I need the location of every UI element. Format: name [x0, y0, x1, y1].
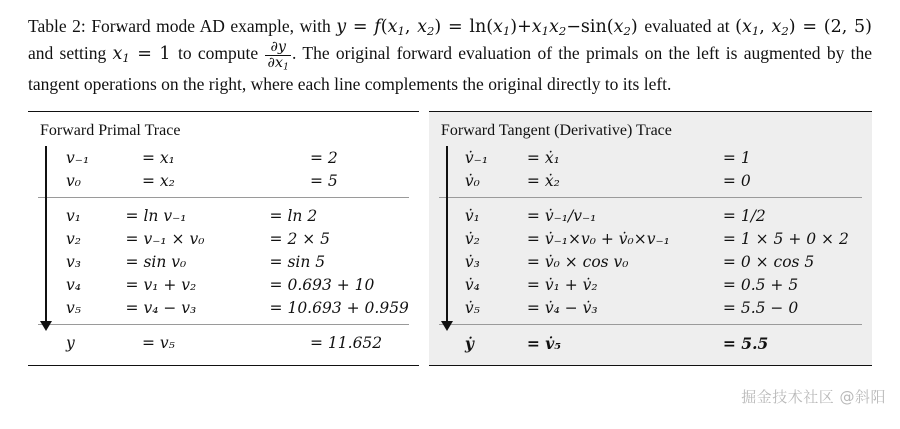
row-expression: = ln v₋₁ [125, 206, 187, 225]
caption-text-4: to compute [178, 43, 259, 63]
caption-formula-2: ($x_1$, $x_2) = (2$, 5) [735, 17, 872, 39]
row-variable: y [66, 333, 75, 352]
table-row [439, 296, 862, 319]
table-row [439, 204, 862, 227]
row-expression: = v₁ + v₂ [125, 275, 197, 294]
row-expression: = v̇₋₁×v₀ + v̇₀×v₋₁ [526, 229, 670, 248]
row-expression: = v̇₁ + v̇₂ [526, 275, 598, 294]
table-row [439, 169, 862, 192]
row-variable: v̇₃ [464, 252, 480, 271]
right-panel-title: Forward Tangent (Derivative) Trace [440, 122, 672, 140]
left-divider-1 [38, 197, 409, 198]
caption-label: Table 2: [28, 16, 86, 36]
row-value: = 0.693 + 10 [269, 275, 375, 294]
table-caption [28, 14, 872, 97]
table-row [439, 250, 862, 273]
row-value: = 5 [310, 171, 338, 190]
right-group-2-table [439, 204, 862, 319]
right-divider-1 [439, 197, 862, 198]
row-value: = 5.5 [722, 333, 769, 353]
row-value: = sin 5 [269, 252, 326, 271]
table-row [38, 169, 409, 192]
row-variable: v₂ [66, 229, 81, 248]
left-group-3-table [38, 331, 409, 354]
row-variable: v̇₀ [464, 171, 480, 190]
left-group-1-table [38, 146, 409, 192]
row-value: = 2 × 5 [269, 229, 331, 248]
right-group-3-table [439, 331, 862, 355]
caption-formula-4: $\frac{\partial y}{\partial x_1}$ [267, 38, 290, 73]
right-group-1-table [439, 146, 862, 192]
row-variable: v₃ [66, 252, 81, 271]
row-expression: = v₋₁ × v₀ [125, 229, 205, 248]
table-row [439, 227, 862, 250]
forward-primal-trace-panel [28, 111, 419, 366]
flow-arrow-right-icon [441, 146, 453, 331]
forward-tangent-trace-panel [429, 111, 872, 366]
row-expression: = v̇₅ [526, 333, 562, 353]
caption-formula-3: ˙ $x_1 = 1$ [113, 44, 179, 64]
row-expression: = v̇₀ × cos v₀ [526, 252, 629, 271]
trace-tables [28, 111, 872, 366]
row-variable: v̇₅ [464, 298, 480, 317]
row-expression: = v̇₋₁/v₋₁ [526, 206, 597, 225]
table-row [38, 273, 409, 296]
row-variable: v₄ [66, 275, 81, 294]
left-divider-2 [38, 324, 409, 325]
row-value: = 11.652 [310, 333, 383, 352]
row-expression: = v̇₄ − v̇₃ [526, 298, 598, 317]
table-row [439, 273, 862, 296]
row-expression: = x₁ [142, 148, 175, 167]
row-expression: = ẋ₁ [526, 148, 560, 167]
row-value: = ln 2 [269, 206, 318, 225]
row-variable: v₀ [66, 171, 81, 190]
caption-text-5: . The original forward evaluation of the primals on the left is augmented by the tangent operations on the right, where each line complements the original directly to its left. [28, 43, 873, 95]
row-variable: v₅ [66, 298, 81, 317]
row-expression: = v₅ [142, 333, 175, 352]
row-variable: v₋₁ [66, 148, 90, 167]
row-variable: v̇₄ [464, 275, 480, 294]
row-variable: v̇₂ [464, 229, 480, 248]
row-expression: = ẋ₂ [526, 171, 560, 190]
left-group-2-table [38, 204, 409, 319]
row-expression: = sin v₀ [125, 252, 187, 271]
row-value: = 5.5 − 0 [722, 298, 799, 317]
row-variable: v̇₁ [464, 206, 480, 225]
watermark: 掘金技术社区 @斜阳 [741, 388, 886, 406]
table-row [38, 331, 409, 354]
row-variable: v̇₋₁ [464, 148, 489, 167]
row-expression: = x₂ [142, 171, 175, 190]
row-value: = 0 [722, 171, 751, 190]
row-value: = 1 × 5 + 0 × 2 [722, 229, 849, 248]
caption-formula-1: $y = f(x_1$, $x_2) = \ln(x_1)+x_1x_2-\sin(x_2)$ [336, 17, 638, 39]
table-row [439, 146, 862, 169]
table-row [38, 250, 409, 273]
flow-arrow-left-icon [40, 146, 52, 331]
row-value: = 0.5 + 5 [722, 275, 799, 294]
row-value: = 10.693 + 0.959 [269, 298, 409, 317]
row-expression: = v₄ − v₃ [125, 298, 197, 317]
caption-text-2: evaluated at [644, 16, 730, 36]
table-row [439, 331, 862, 355]
row-value: = 0 × cos 5 [722, 252, 815, 271]
left-panel-title: Forward Primal Trace [40, 122, 181, 140]
row-variable: v₁ [66, 206, 81, 225]
caption-text-1: Forward mode AD example, with [91, 16, 331, 36]
table-row [38, 146, 409, 169]
row-value: = 1 [722, 148, 751, 167]
row-value: = 2 [310, 148, 338, 167]
table-row [38, 227, 409, 250]
caption-text-3: and setting [28, 43, 107, 63]
row-value: = 1/2 [722, 206, 766, 225]
right-divider-2 [439, 324, 862, 325]
table-row [38, 296, 409, 319]
table-row [38, 204, 409, 227]
row-variable: ẏ [464, 333, 474, 353]
